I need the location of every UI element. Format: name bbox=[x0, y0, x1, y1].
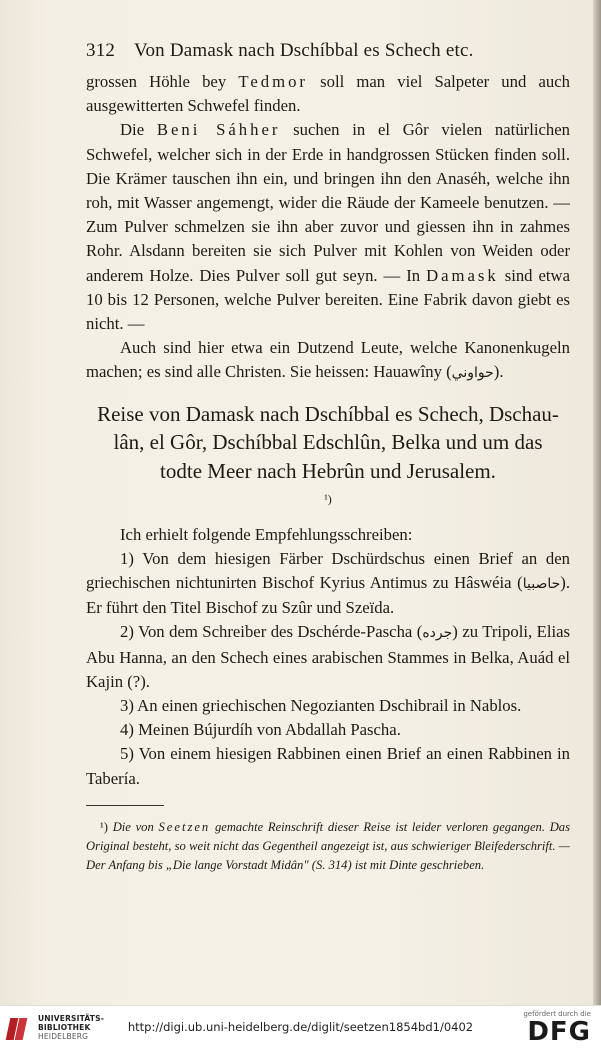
paragraph-1: grossen Höhle bey Tedmor soll man viel Salpeter und auch ausgewitterten Schwefel finden. bbox=[86, 72, 570, 116]
page-content bbox=[86, 40, 570, 888]
page-edge-shadow bbox=[593, 0, 601, 1005]
arabic-word: حواوني bbox=[451, 365, 494, 382]
list-item: 5) Von einem hiesigen Rabbinen einen Brief an einen Rabbinen in Tabería. bbox=[86, 744, 570, 788]
permalink-url[interactable]: http://digi.ub.uni-heidelberg.de/diglit/seetzen1854bd1/0402 bbox=[127, 1020, 474, 1034]
page-number: 312 bbox=[86, 40, 116, 61]
paragraph-2: Die Beni Sáhher suchen in el Gôr vielen natürlichen Schwefel, welcher sich in der Erde in handgrossen Stücken finden soll. Die Krämer tauschen ihn ein, und bringen ihn den Anaséh, welche ihn roh, mit Wasser angemengt, wider die Räude der Kameele benutzen. — Zum Pulver schmelzen sie ihn aber zuvor und giessen ihn in zahmes Rohr. Alsdann bereiten sie sich Pulver mit Kohlen von Weiden oder anderem Holze. Dies Pulver soll gut seyn. — In Damask sind etwa 10 bis 12 Personen, welche Pulver bereiten. Eine Fabrik davon giebt es nicht. — bbox=[86, 120, 570, 334]
list-item: 4) Meinen Bújurdíh von Abdallah Pascha. bbox=[120, 720, 401, 740]
list-intro: Ich erhielt folgende Empfehlungsschreiben: bbox=[120, 524, 413, 544]
university-library-logo[interactable]: UNIVERSITÄTS- BIBLIOTHEK HEIDELBERG bbox=[8, 1014, 128, 1046]
list-item: 3) An einen griechischen Negozianten Dschibrail in Nablos. bbox=[120, 696, 522, 716]
paragraph-3: Auch sind hier etwa ein Dutzend Leute, welche Kanonenkugeln machen; es sind alle Christen. Sie heissen: Hauawîny (حواوني). bbox=[86, 338, 570, 382]
footnote-divider bbox=[86, 805, 164, 806]
footnote: ¹) Die von Seetzen gemachte Reinschrift dieser Reise ist leider verloren gegangen. Das Original besteht, so weit nicht das Gegentheil angezeigt ist, aus schwieriger Bleifederschrift. — Der Anfang bis „Die lange Vorstadt Midân" (S. 314) ist mit Dinte geschrieben. bbox=[86, 820, 571, 873]
list-item: 2) Von dem Schreiber des Dschérde-Pascha (جرده) zu Tripoli, Elias Abu Hanna, an den Schech eines arabischen Stammes in Belka, Auád el Kajin (?). bbox=[86, 622, 570, 691]
running-header bbox=[86, 40, 570, 70]
dfg-logo[interactable]: gefördert durch die DFG bbox=[523, 1010, 591, 1047]
list-item: 1) Von dem hiesigen Färber Dschürdschus einen Brief an den griechischen nichtunirten Bischof Kyrius Antimus zu Hâswéia (حاصبيا). Er führt den Titel Bischof zu Szûr und Szeïda. bbox=[86, 548, 570, 618]
letter-list bbox=[86, 523, 570, 791]
footnote-ref[interactable]: ¹) bbox=[324, 492, 332, 507]
viewer-footer bbox=[0, 1005, 601, 1052]
running-title: Von Damask nach Dschíbbal es Schech etc. bbox=[134, 40, 474, 61]
section-title: Reise von Damask nach Dschíbbal es Schech, Dschau- lân, el Gôr, Dschíbbal Edschlûn, Belka und um das todte Meer nach Hebrûn und Jerusalem. $^{^1)}$ bbox=[97, 401, 559, 507]
